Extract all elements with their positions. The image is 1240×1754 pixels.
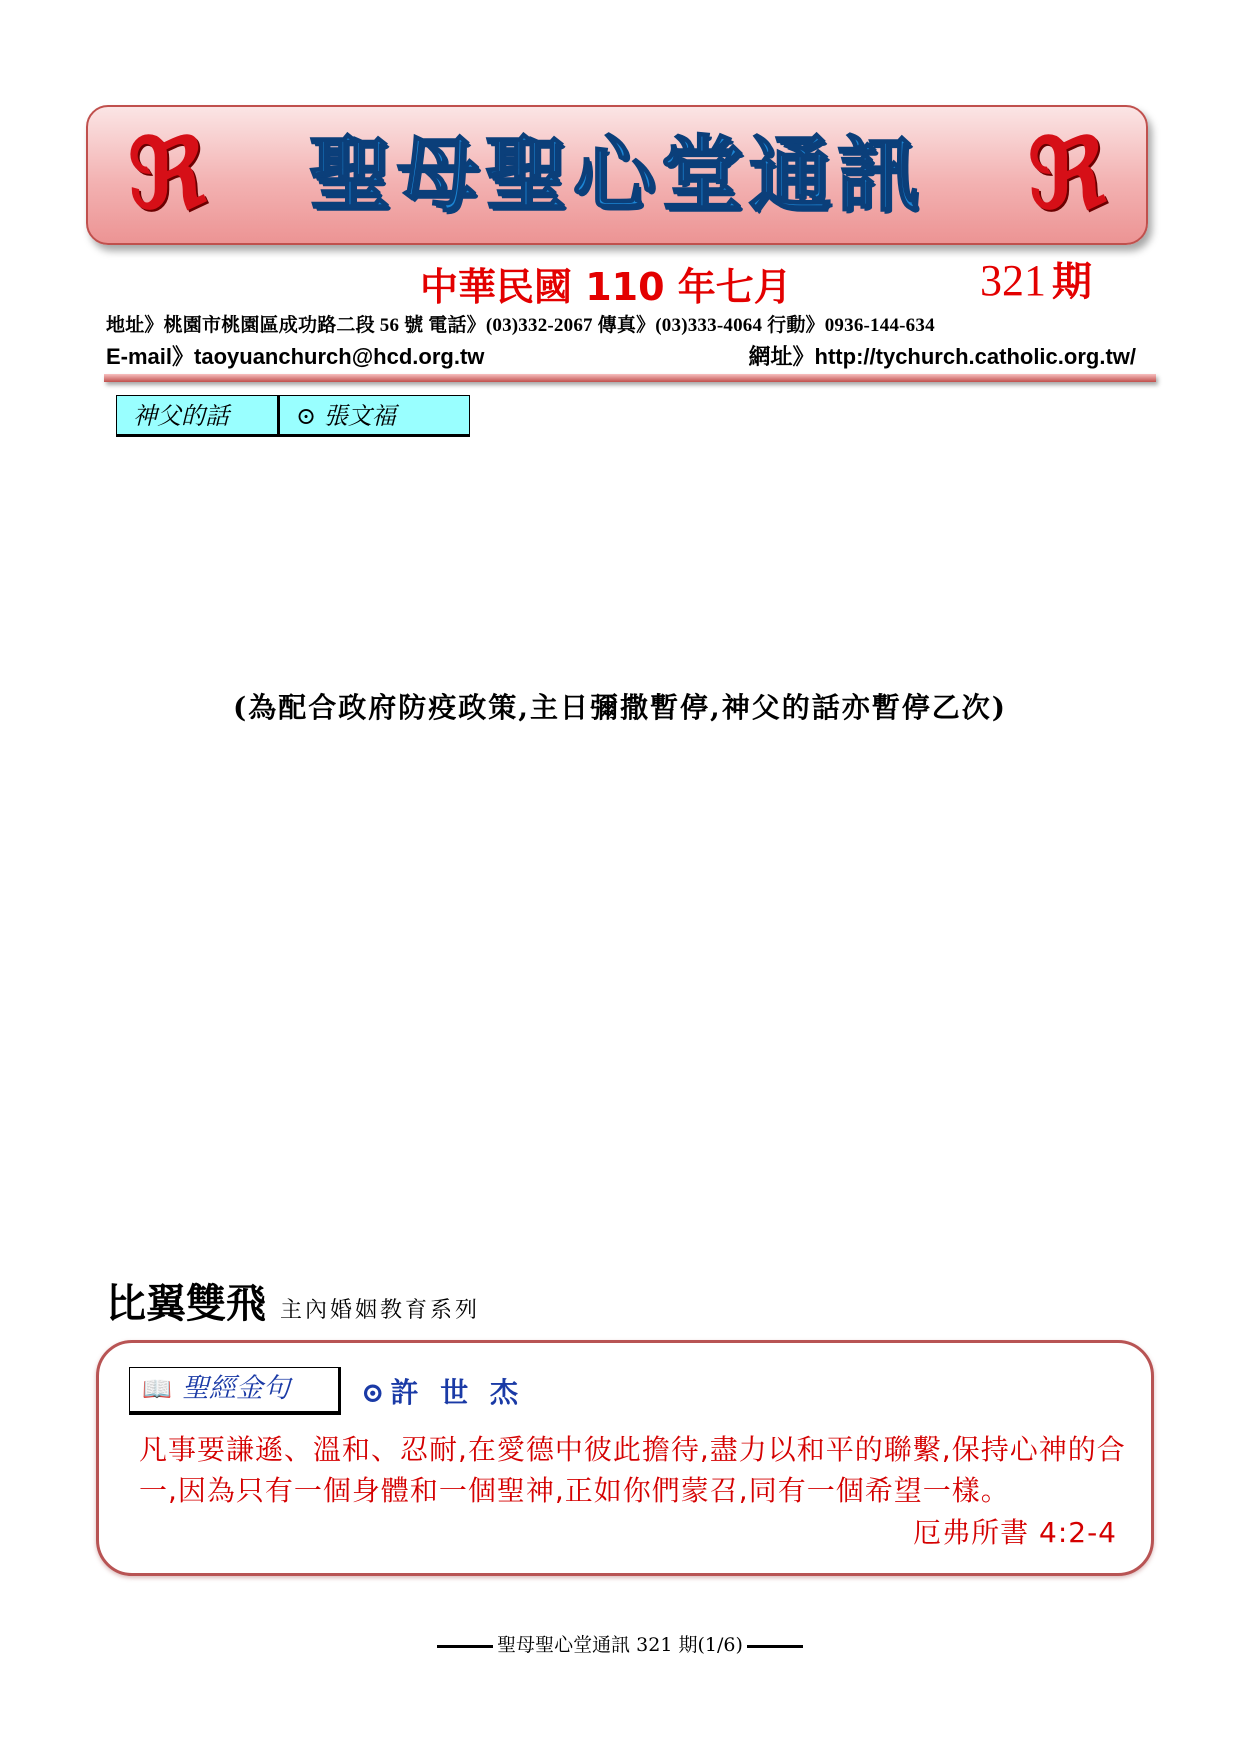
book-icon: 📖	[142, 1375, 172, 1403]
scripture-reference: 厄弗所書 4:2-4	[913, 1516, 1117, 1549]
footer-dash-right	[747, 1645, 803, 1648]
suspension-notice: (為配合政府防疫政策,主日彌撒暫停,神父的話亦暫停乙次)	[233, 691, 1007, 724]
masthead-symbol-left: ℜ	[128, 117, 207, 230]
contact-website[interactable]: 網址》http://tychurch.catholic.org.tw/	[748, 344, 1136, 369]
footer-dash-left	[437, 1645, 493, 1648]
issue-number-value: 321	[980, 256, 1046, 305]
column-header	[116, 395, 470, 437]
footer-text: 聖母聖心堂通訊 321 期(1/6)	[497, 1634, 743, 1656]
marriage-section-title: 比翼雙飛	[106, 1281, 266, 1327]
scripture-author: ⊙許 世 杰	[361, 1376, 524, 1409]
column-author: ⊙ 張文福	[278, 395, 470, 437]
contact-address-line: 地址》桃園市桃園區成功路二段 56 號 電話》(03)332-2067 傳真》(03)333-4064 行動》0936-144-634	[106, 315, 935, 336]
column-label: 神父的話	[116, 395, 278, 437]
contact-online	[106, 340, 1136, 371]
scripture-text: 凡事要謙遜、溫和、忍耐,在愛德中彼此擔待,盡力以和平的聯繫,保持心神的合一,因為只有一個身體和一個聖神,正如你們蒙召,同有一個希望一樣。	[139, 1433, 1126, 1507]
scripture-box	[96, 1340, 1154, 1576]
marriage-section-subtitle: 主內婚姻教育系列	[280, 1298, 481, 1323]
masthead-symbol-right: ℜ	[1027, 117, 1106, 230]
scripture-label: 聖經金句	[181, 1373, 290, 1404]
issue-date: 中華民國 110 年七月	[420, 265, 792, 309]
issue-number-unit: 期	[1052, 259, 1092, 305]
scripture-tag	[129, 1367, 341, 1415]
contact-email[interactable]: E-mail》taoyuanchurch@hcd.org.tw	[106, 344, 485, 369]
marriage-section-heading	[106, 1272, 480, 1329]
header-divider	[104, 374, 1156, 382]
masthead-title: 聖母聖心堂通訊	[308, 128, 925, 223]
page-footer	[0, 1630, 1240, 1657]
issue-number	[980, 250, 1092, 307]
masthead-banner	[86, 105, 1148, 245]
